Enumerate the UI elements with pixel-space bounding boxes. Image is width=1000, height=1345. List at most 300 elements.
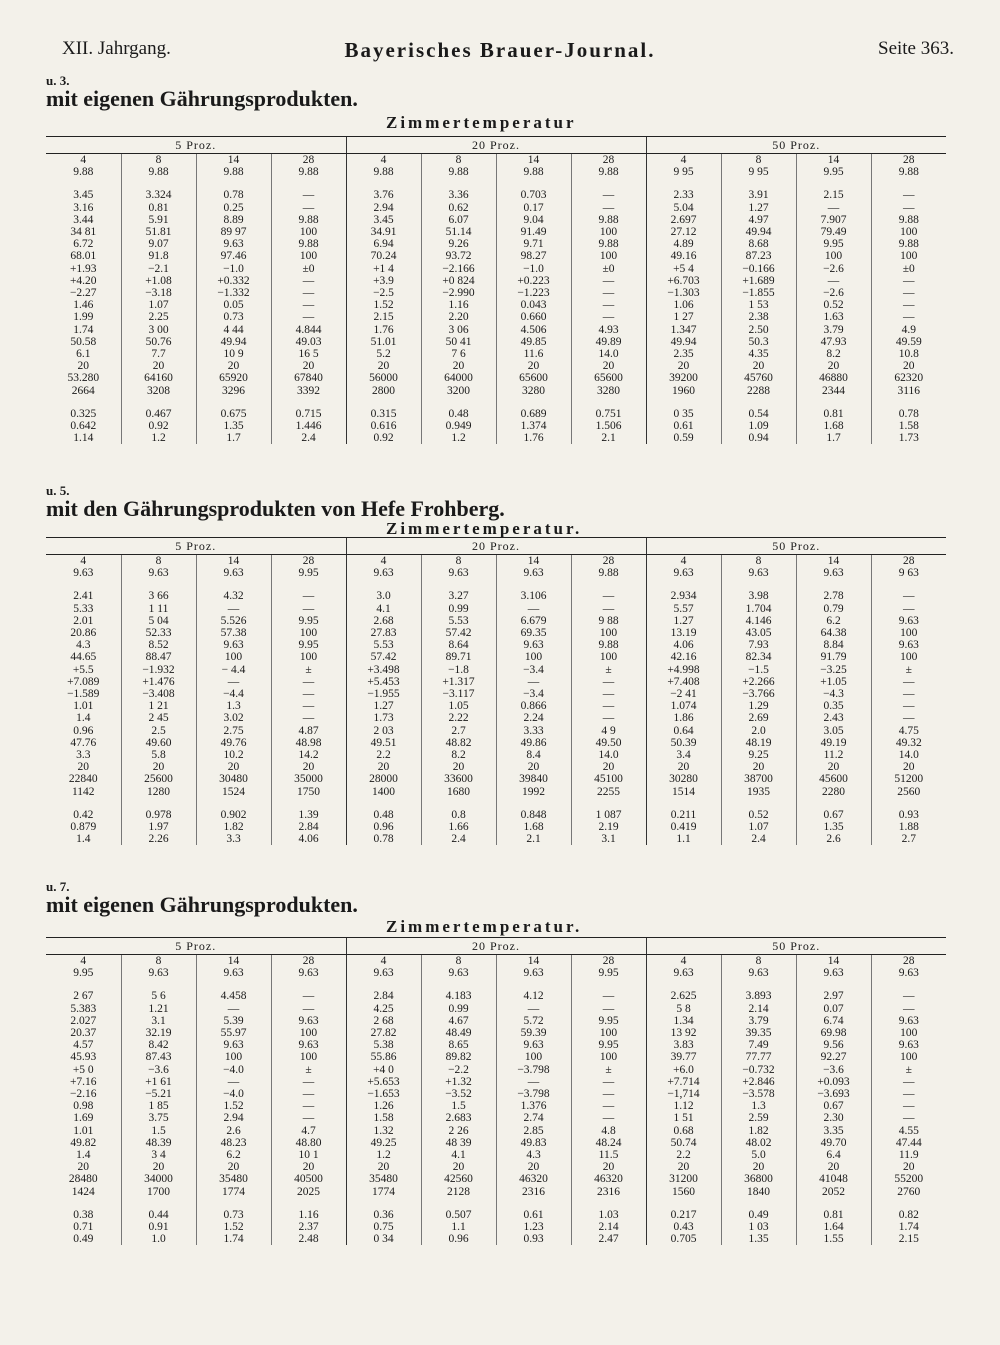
table-cell: 48.82 (421, 737, 496, 749)
table-cell: — (571, 1088, 646, 1100)
table-cell: 2.59 (721, 1112, 796, 1124)
gap-cell (496, 798, 571, 809)
table-row (46, 287, 946, 299)
table-row (46, 712, 946, 724)
table-cell: 20 (271, 1161, 346, 1173)
table-cell: +2.266 (721, 676, 796, 688)
table-cell: 9.63 (721, 967, 796, 979)
table-cell: 1424 (71, 1185, 95, 1198)
table-cell: 2.75 (196, 725, 271, 737)
table-cell: — (271, 1112, 346, 1124)
table-cell: 4 (646, 154, 721, 167)
table-cell: 49.16 (646, 250, 721, 262)
table-cell: 3200 (421, 385, 496, 397)
table-cell: +1.93 (69, 262, 97, 275)
table-cell: 2.7 (421, 725, 496, 737)
table-cell: 0.660 (496, 311, 571, 323)
table-cell: 0.689 (496, 408, 571, 420)
table-cell: 0 35 (646, 408, 721, 420)
gap-cell (871, 397, 946, 408)
table-cell: — (871, 189, 946, 201)
gap-cell (571, 979, 646, 990)
table-cell: 1.86 (646, 712, 721, 724)
table-cell: 0.81 (796, 408, 871, 420)
table-row (46, 372, 946, 384)
table-cell: 20 (196, 360, 271, 372)
table-cell: 1680 (421, 786, 496, 798)
table-cell: 0.75 (346, 1221, 421, 1233)
table-cell: 48.98 (271, 737, 346, 749)
table-cell: −1.955 (346, 688, 421, 700)
table-cell: 5.53 (421, 615, 496, 627)
table-cell: — (271, 990, 346, 1002)
table-cell: 2344 (796, 385, 871, 397)
percent-group-label: 5 Proz. (46, 137, 346, 154)
table-cell: 100 (271, 1027, 346, 1039)
gap-cell (271, 979, 346, 990)
table-cell: 1.55 (796, 1233, 871, 1245)
table-row (46, 360, 946, 372)
gap-cell (496, 979, 571, 990)
gap-cell (421, 579, 496, 590)
table-cell: 3.44 (73, 213, 94, 226)
table-cell: 0.68 (646, 1125, 721, 1137)
table-cell: 64000 (421, 372, 496, 384)
table-cell: — (271, 590, 346, 602)
table-cell: 9.63 (121, 967, 196, 979)
table-cell: — (871, 202, 946, 214)
table-cell: 6.4 (796, 1149, 871, 1161)
table-cell: 9.95 (73, 967, 94, 980)
table-cell: 9.63 (496, 639, 571, 651)
table-cell: 8.2 (421, 749, 496, 761)
table-cell: 2.0 (721, 725, 796, 737)
table-cell: 48.80 (271, 1137, 346, 1149)
table-row (46, 990, 946, 1002)
table-row (46, 1221, 946, 1233)
table-cell: 2 03 (346, 725, 421, 737)
table-cell: — (571, 299, 646, 311)
table-cell: 0.8 (421, 809, 496, 821)
row-gap (46, 397, 946, 408)
table-cell: 0.25 (196, 202, 271, 214)
table-cell: — (571, 676, 646, 688)
table-cell: 27.83 (346, 627, 421, 639)
table-cell: 1.34 (646, 1015, 721, 1027)
table-cell: 1.16 (271, 1209, 346, 1221)
table-cell: −3.408 (121, 688, 196, 700)
table-cell: 1.16 (421, 299, 496, 311)
table-cell: 100 (496, 1051, 571, 1063)
table-cell: 9.88 (421, 166, 496, 178)
table-cell: 8 (121, 955, 196, 968)
table-cell: 77.77 (721, 1051, 796, 1063)
row-gap (46, 1198, 946, 1209)
table-cell: 9.63 (496, 1039, 571, 1051)
table-cell: 100 (871, 1051, 946, 1063)
table-cell: ± (271, 664, 346, 676)
table-cell: 48.19 (721, 737, 796, 749)
table-cell: 2.2 (346, 749, 421, 761)
table-cell: 65600 (571, 372, 646, 384)
table-cell: — (196, 1076, 271, 1088)
table-cell: 9.88 (871, 238, 946, 250)
gap-cell (121, 798, 196, 809)
table-cell: 65600 (496, 372, 571, 384)
table-cell: 62320 (871, 372, 946, 384)
table-cell: 100 (271, 250, 346, 262)
table-cell: 0.73 (196, 311, 271, 323)
table-cell: 9 95 (721, 166, 796, 178)
table-cell: 1.1 (421, 1221, 496, 1233)
table-cell: 49.82 (70, 1136, 97, 1149)
table-cell: 5.2 (346, 348, 421, 360)
table-row (46, 749, 946, 761)
table-cell: 4.06 (271, 833, 346, 845)
table-cell: 1.32 (346, 1125, 421, 1137)
table-cell: 14 (496, 955, 571, 968)
table-cell: 3208 (121, 385, 196, 397)
table-cell: 5.38 (346, 1039, 421, 1051)
section-label: u. 7. (46, 879, 70, 894)
section-u3 (46, 73, 946, 445)
table-cell: −3.117 (421, 688, 496, 700)
table-cell: — (571, 202, 646, 214)
table-cell: 43.05 (721, 627, 796, 639)
table-cell: 1.69 (73, 1112, 94, 1125)
section-title: mit eigenen Gährungsprodukten. (46, 86, 358, 111)
table-cell: 14 (496, 154, 571, 167)
table-cell: −3.6 (121, 1064, 196, 1076)
table-cell: 50.3 (721, 336, 796, 348)
table-cell: 2.20 (421, 311, 496, 323)
table-cell: 0 34 (346, 1233, 421, 1245)
table-row (46, 627, 946, 639)
gap-cell (346, 1198, 421, 1209)
table-cell: 100 (271, 651, 346, 663)
table-cell: 2760 (871, 1186, 946, 1198)
table-cell: — (871, 688, 946, 700)
table-cell: −5.21 (121, 1088, 196, 1100)
table-cell: −1.653 (346, 1088, 421, 1100)
table-cell: 0.642 (70, 420, 97, 433)
table-cell: 0.78 (196, 189, 271, 201)
table-cell: 1.39 (271, 809, 346, 821)
table-cell: — (871, 1076, 946, 1088)
gap-cell (196, 579, 271, 590)
table-cell: 2.15 (346, 311, 421, 323)
table-cell: 9.63 (496, 967, 571, 979)
table-cell: 4.3 (76, 639, 91, 652)
table-cell: 0.67 (796, 1100, 871, 1112)
table-cell: 2.48 (271, 1233, 346, 1245)
table-cell: 2 45 (121, 712, 196, 724)
table-cell: 2316 (571, 1186, 646, 1198)
table-cell: 0.879 (70, 821, 97, 834)
row-gap (46, 979, 946, 990)
table-cell: 2.625 (646, 990, 721, 1002)
table-cell: 1.506 (571, 420, 646, 432)
table-cell: 57.42 (421, 627, 496, 639)
table-cell: 49.86 (496, 737, 571, 749)
table-cell: 2.84 (271, 821, 346, 833)
table-cell: 35000 (271, 773, 346, 785)
table-cell: 8 (121, 555, 196, 568)
table-cell: 3.106 (496, 590, 571, 602)
table-cell: — (871, 1088, 946, 1100)
row-gap (46, 178, 946, 189)
table-cell: 49.70 (796, 1137, 871, 1149)
table-cell: 9.63 (271, 967, 346, 979)
table-cell: +1.317 (421, 676, 496, 688)
table-cell: 100 (871, 1027, 946, 1039)
table-cell: 9.25 (721, 749, 796, 761)
table-cell: 20 (796, 360, 871, 372)
table-cell: 2.027 (70, 1014, 97, 1027)
table-cell: 50.74 (646, 1137, 721, 1149)
table-cell: 87.23 (721, 250, 796, 262)
table-cell: — (496, 1076, 571, 1088)
table-cell: 0.217 (646, 1209, 721, 1221)
table-cell: 3.1 (571, 833, 646, 845)
table-cell: 0.866 (496, 700, 571, 712)
table-cell: — (496, 603, 571, 615)
table-cell: — (871, 700, 946, 712)
table-cell: 34.91 (346, 226, 421, 238)
table-cell: 69.35 (496, 627, 571, 639)
table-cell: 4.506 (496, 324, 571, 336)
table-cell: 20 (121, 761, 196, 773)
table-cell: 20 (571, 1161, 646, 1173)
table-cell: 49.51 (346, 737, 421, 749)
table-cell: 0.43 (646, 1221, 721, 1233)
table-cell: 33600 (421, 773, 496, 785)
table-cell: 0.64 (646, 725, 721, 737)
table-cell: +5 0 (72, 1063, 94, 1076)
table-row (46, 773, 946, 785)
table-cell: 11.6 (496, 348, 571, 360)
table-row (46, 700, 946, 712)
table-cell: 0.616 (346, 420, 421, 432)
gap-cell (196, 1198, 271, 1209)
gap-cell (196, 798, 271, 809)
table-cell: 100 (196, 1051, 271, 1063)
table-cell: 2664 (71, 384, 95, 397)
table-cell: 5.8 (121, 749, 196, 761)
table-cell: 5 8 (646, 1003, 721, 1015)
gap-cell (646, 178, 721, 189)
table-cell: 55.86 (346, 1051, 421, 1063)
table-cell: 1.63 (796, 311, 871, 323)
table-cell: 8.65 (421, 1039, 496, 1051)
gap-cell (496, 1198, 571, 1209)
table-cell: 49.94 (646, 336, 721, 348)
table-cell: 0.52 (796, 299, 871, 311)
gap-cell (796, 397, 871, 408)
table-cell: 20 (646, 360, 721, 372)
table-cell: 51200 (871, 773, 946, 785)
table-cell: 0.81 (121, 202, 196, 214)
table-cell: +4.20 (69, 274, 97, 287)
table-cell: −1.303 (646, 287, 721, 299)
table-cell: 0.675 (196, 408, 271, 420)
table-cell: 1.374 (496, 420, 571, 432)
table-cell: 39.35 (721, 1027, 796, 1039)
table-row (46, 432, 946, 444)
table-row (46, 955, 946, 968)
table-row (46, 676, 946, 688)
table-cell: 1.88 (871, 821, 946, 833)
table-cell: 9.63 (796, 567, 871, 579)
table-cell: 8.89 (196, 214, 271, 226)
table-cell: −3.25 (796, 664, 871, 676)
table-cell: −3.4 (496, 688, 571, 700)
table-cell: — (571, 700, 646, 712)
table-cell: — (571, 189, 646, 201)
table-cell: 20 (496, 360, 571, 372)
table-cell: 2280 (796, 786, 871, 798)
table-cell: 9.88 (346, 166, 421, 178)
section-label: u. 3. (46, 73, 70, 88)
table-cell: — (571, 287, 646, 299)
table-cell: 91.49 (496, 226, 571, 238)
table-cell: 0.978 (121, 809, 196, 821)
table-cell: 51.14 (421, 226, 496, 238)
table-cell: 9.63 (871, 615, 946, 627)
gap-cell (346, 798, 421, 809)
table-row (46, 1149, 946, 1161)
table-cell: — (196, 676, 271, 688)
table-row (46, 238, 946, 250)
table-cell: 2.30 (796, 1112, 871, 1124)
table-cell: — (496, 1003, 571, 1015)
table-cell: — (196, 603, 271, 615)
table-cell: 2.97 (796, 990, 871, 1002)
table-cell: 100 (571, 651, 646, 663)
table-cell: 2.6 (196, 1125, 271, 1137)
table-cell: 100 (571, 226, 646, 238)
table-cell: 1.68 (496, 821, 571, 833)
gap-cell (121, 579, 196, 590)
table-cell: 4.35 (721, 348, 796, 360)
table-cell: 20 (346, 761, 421, 773)
table-cell: 8.42 (121, 1039, 196, 1051)
table-cell: 49.94 (196, 336, 271, 348)
table-cell: 9.63 (646, 567, 721, 579)
table-cell: 9.95 (271, 567, 346, 579)
table-cell: 4.55 (871, 1125, 946, 1137)
table-cell: 0.44 (121, 1209, 196, 1221)
table-cell: 1.5 (421, 1100, 496, 1112)
table-cell: 1514 (646, 786, 721, 798)
table-row (46, 786, 946, 798)
table-cell: 9.88 (871, 166, 946, 178)
data-table (46, 937, 946, 1245)
table-cell: +1.32 (421, 1076, 496, 1088)
table-cell: 52.33 (121, 627, 196, 639)
table-cell: 5.72 (496, 1015, 571, 1027)
gap-cell (196, 397, 271, 408)
table-cell: 0.81 (796, 1209, 871, 1221)
table-cell: 1.73 (346, 712, 421, 724)
page-number: Seite 363. (878, 38, 954, 59)
table-cell: 20 (346, 1161, 421, 1173)
table-cell: 0.94 (721, 432, 796, 444)
table-cell: 20 (421, 360, 496, 372)
table-cell: 2.4 (721, 833, 796, 845)
table-cell: 4.1 (421, 1149, 496, 1161)
table-cell: 1.7 (196, 432, 271, 444)
table-cell: 27.82 (346, 1027, 421, 1039)
table-cell: 1.01 (73, 1124, 94, 1137)
table-cell: 3.02 (196, 712, 271, 724)
table-cell: 2316 (496, 1186, 571, 1198)
gap-cell (571, 397, 646, 408)
table-cell: 5.53 (346, 639, 421, 651)
gap-cell (721, 1198, 796, 1209)
table-cell: 7.93 (721, 639, 796, 651)
table-cell: 0.59 (646, 432, 721, 444)
table-cell: 2 26 (421, 1125, 496, 1137)
table-cell: 1.3 (721, 1100, 796, 1112)
table-cell: 1.58 (871, 420, 946, 432)
table-cell: 20 (571, 360, 646, 372)
gap-cell (421, 397, 496, 408)
table-cell: 4.67 (421, 1015, 496, 1027)
table-cell: 4.7 (271, 1125, 346, 1137)
table-cell: 49.59 (871, 336, 946, 348)
table-cell: ± (871, 1064, 946, 1076)
table-cell: +4.998 (646, 664, 721, 676)
table-cell: −4.3 (796, 688, 871, 700)
table-cell: 20 (796, 761, 871, 773)
percent-group-label: 50 Proz. (646, 538, 946, 555)
table-cell: 20 (571, 761, 646, 773)
gap-cell (271, 579, 346, 590)
table-cell: 40500 (271, 1173, 346, 1185)
table-cell: 3 4 (121, 1149, 196, 1161)
table-cell: +1 61 (121, 1076, 196, 1088)
table-cell: 10 1 (271, 1149, 346, 1161)
table-cell: 4.32 (196, 590, 271, 602)
table-cell: 13.19 (646, 627, 721, 639)
table-cell: ±0 (571, 263, 646, 275)
table-cell: 1.27 (721, 202, 796, 214)
table-cell: 9.71 (496, 238, 571, 250)
table-cell: 5.33 (73, 602, 94, 615)
table-cell: — (796, 275, 871, 287)
table-cell: 3.79 (796, 324, 871, 336)
table-cell: 1.76 (346, 324, 421, 336)
table-cell: 4 (80, 955, 87, 967)
table-cell: 1.2 (346, 1149, 421, 1161)
table-cell: 1.52 (196, 1221, 271, 1233)
table-cell: 89.71 (421, 651, 496, 663)
table-cell: 4.3 (496, 1149, 571, 1161)
table-row (46, 833, 946, 845)
gap-cell (421, 979, 496, 990)
table-cell: — (871, 603, 946, 615)
table-cell: 100 (871, 250, 946, 262)
table-cell: 55200 (871, 1173, 946, 1185)
table-cell: 70.24 (346, 250, 421, 262)
table-cell: 6.72 (73, 238, 94, 251)
table-cell: 3 66 (121, 590, 196, 602)
table-cell: 9.88 (271, 166, 346, 178)
table-cell: 9.63 (196, 567, 271, 579)
table-cell: 3.893 (721, 990, 796, 1002)
table-cell: 28480 (68, 1173, 98, 1186)
